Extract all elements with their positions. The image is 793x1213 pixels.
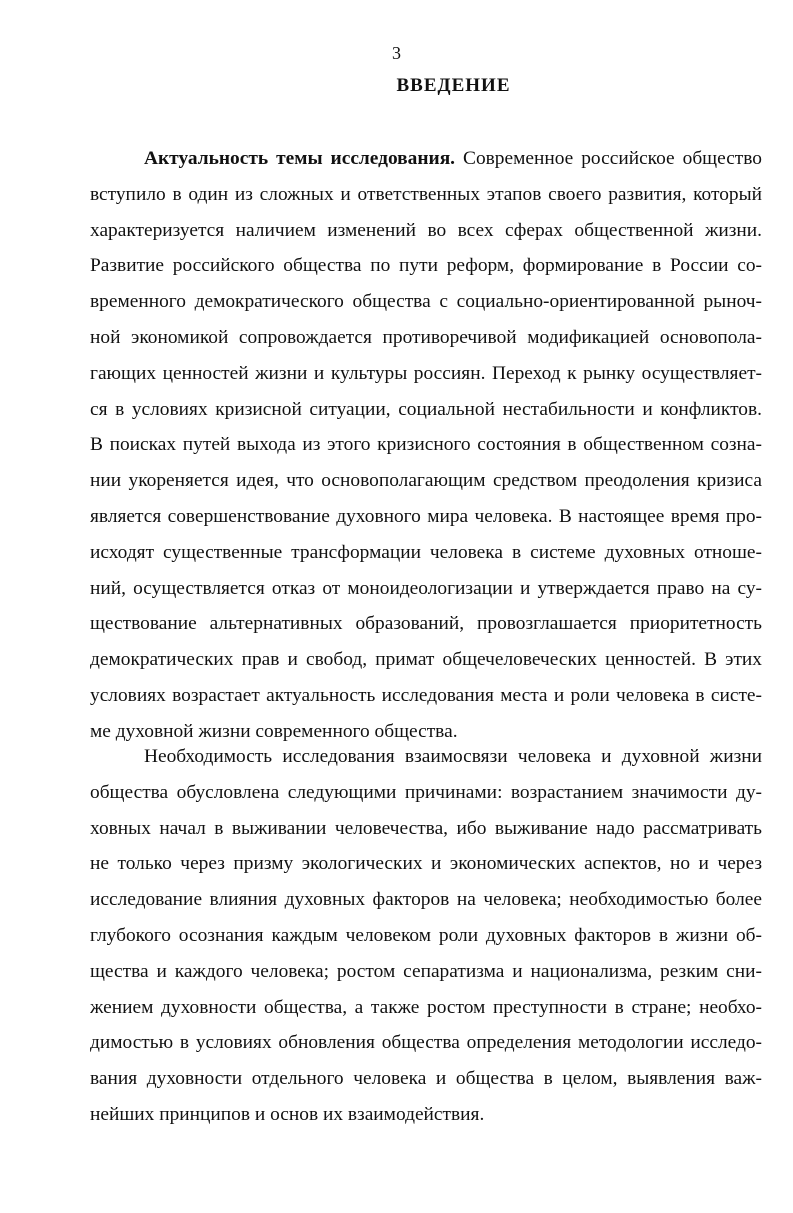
paragraph-line: нии укореняется идея, что основополагающим средством преодоления кризиса <box>90 470 762 492</box>
page-title: ВВЕДЕНИЕ <box>396 75 511 96</box>
paragraph-line: характеризуется наличием изменений во всех сферах общественной жизни. <box>90 219 762 241</box>
paragraph-line: исходят существенные трансформации человека в системе духовных отноше- <box>90 541 762 563</box>
paragraph-line: исследование влияния духовных факторов на человека; необходимостью более <box>90 889 762 911</box>
paragraph-necessity <box>90 739 762 1133</box>
page-number: 3 <box>392 43 401 63</box>
paragraph-line: не только через призму экологических и экономических аспектов, но и через <box>90 853 762 875</box>
paragraph-line: условиях возрастает актуальность исследования места и роли человека в систе- <box>90 684 762 706</box>
paragraph-line: ществование альтернативных образований, провозглашается приоритетность <box>90 613 762 635</box>
paragraph-line: ной экономикой сопровождается противоречивой модификацией основопола- <box>90 326 762 348</box>
paragraph-line: димостью в условиях обновления общества определения методологии исследо- <box>90 1032 762 1054</box>
paragraph-line: общества обусловлена следующими причинами: возрастанием значимости ду- <box>90 781 762 803</box>
paragraph-line: жением духовности общества, а также ростом преступности в стране; необхо- <box>90 996 762 1018</box>
paragraph-line: демократических прав и свобод, примат общечеловеческих ценностей. В этих <box>90 649 762 671</box>
paragraph-relevance <box>90 141 762 750</box>
paragraph-line: является совершенствование духовного мира человека. В настоящее время про- <box>90 505 762 527</box>
paragraph-line: вания духовности отдельного человека и общества в целом, выявления важ- <box>90 1068 762 1090</box>
paragraph-line: вступило в один из сложных и ответственных этапов своего развития, который <box>90 183 762 205</box>
paragraph-line: щества и каждого человека; ростом сепаратизма и национализма, резким сни- <box>90 960 762 982</box>
paragraph-line: глубокого осознания каждым человеком роли духовных факторов в жизни об- <box>90 924 762 946</box>
paragraph-line: ме духовной жизни современного общества. <box>90 720 458 742</box>
paragraph-line: Развитие российского общества по пути реформ, формирование в России со- <box>90 255 762 277</box>
paragraph-line: ся в условиях кризисной ситуации, социальной нестабильности и конфликтов. <box>90 398 762 420</box>
paragraph-lead-heading: Актуальность темы исследования. <box>144 148 456 169</box>
paragraph-line <box>90 141 762 177</box>
paragraph-line: гающих ценностей жизни и культуры россиян. Переход к рынку осуществляет- <box>90 362 762 384</box>
paragraph-line: временного демократического общества с социально-ориентированной рыноч- <box>90 291 762 313</box>
paragraph-line: В поисках путей выхода из этого кризисного состояния в общественном созна- <box>90 434 762 456</box>
paragraph-line: нейших принципов и основ их взаимодействия. <box>90 1103 485 1125</box>
paragraph-line: ховных начал в выживании человечества, ибо выживание надо рассматривать <box>90 817 762 839</box>
paragraph-line: ний, осуществляется отказ от моноидеологизации и утверждается право на су- <box>90 577 762 599</box>
paragraph-line-text: Современное российское общество <box>455 148 762 169</box>
paragraph-line: Необходимость исследования взаимосвязи человека и духовной жизни <box>144 746 762 767</box>
